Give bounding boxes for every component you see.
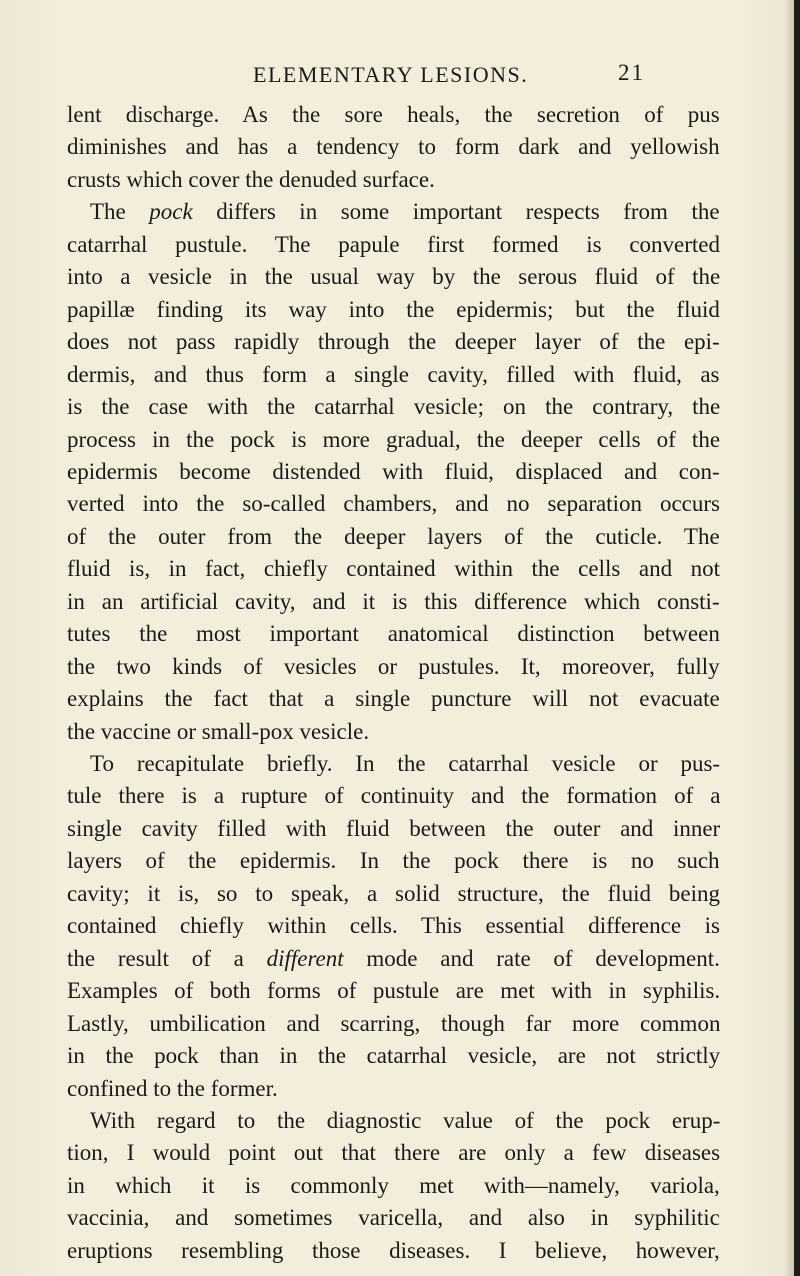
text-line: explains the fact that a single puncture will not evacuate (67, 686, 720, 712)
text-line: Examples of both forms of pustule are met with in syphilis. (67, 978, 720, 1004)
text-line: papillæ finding its way into the epidermis; but the fluid (67, 296, 720, 322)
text-line: the two kinds of vesicles or pustules. It, moreover, fully (67, 653, 720, 679)
text-line: crusts which cover the denuded surface. (67, 166, 435, 192)
text-line: contained chiefly within cells. This essential difference is (67, 913, 720, 939)
text-line: confined to the former. (67, 1075, 278, 1101)
text-line: the vaccine or small-pox vesicle. (67, 718, 370, 744)
page-edge (794, 0, 800, 1276)
text-line: layers of the epidermis. In the pock there is no such (67, 848, 720, 874)
text-line: verted into the so-called chambers, and no separation occurs (67, 491, 720, 517)
text-line: epidermis become distended with fluid, displaced and con- (67, 458, 720, 484)
text-line: does not pass rapidly through the deeper layer of the epi- (67, 329, 720, 355)
text-line: To recapitulate briefly. In the catarrhal vesicle or pus- (90, 751, 720, 776)
text-line: cavity; it is, so to speak, a solid structure, the fluid being (67, 880, 720, 906)
page-header (0, 58, 800, 88)
text-line: catarrhal pustule. The papule first formed is converted (67, 231, 720, 257)
page-edge-shadow (784, 0, 794, 1276)
text-line: The pock differs in some important respects from the (90, 199, 720, 225)
text-line: diminishes and has a tendency to form dark and yellowish (67, 134, 720, 160)
text-line: into a vesicle in the usual way by the serous fluid of the (67, 264, 720, 290)
text-line: With regard to the diagnostic value of the pock erup- (90, 1107, 720, 1133)
text-line: of the outer from the deeper layers of the cuticle. The (67, 523, 720, 549)
text-line: is the case with the catarrhal vesicle; on the contrary, the (67, 394, 720, 420)
text-line: the result of a different mode and rate of development. (67, 945, 720, 971)
text-line: lent discharge. As the sore heals, the secretion of pus (67, 102, 720, 127)
text-line: process in the pock is more gradual, the deeper cells of the (67, 426, 720, 452)
text-line: dermis, and thus form a single cavity, filled with fluid, as (67, 361, 720, 387)
running-title: ELEMENTARY LESIONS. (253, 62, 529, 87)
text-line: eruptions resembling those diseases. I believe, however, (67, 1237, 720, 1263)
text-line: single cavity filled with fluid between the outer and inner (67, 815, 720, 841)
text-line: tule there is a rupture of continuity and the formation of a (67, 783, 720, 809)
text-line: Lastly, umbilication and scarring, though far more common (67, 1010, 720, 1036)
text-line: tutes the most important anatomical distinction between (67, 621, 720, 647)
text-line: in which it is commonly met with—namely, variola, (67, 1172, 720, 1198)
text-line: in an artificial cavity, and it is this difference which consti- (67, 588, 720, 614)
page-number: 21 (618, 60, 645, 85)
text-line: vaccinia, and sometimes varicella, and also in syphilitic (67, 1205, 720, 1231)
text-line: fluid is, in fact, chiefly contained within the cells and not (67, 556, 720, 582)
text-line: tion, I would point out that there are only a few diseases (67, 1140, 720, 1166)
text-line: in the pock than in the catarrhal vesicle, are not strictly (67, 1043, 720, 1069)
